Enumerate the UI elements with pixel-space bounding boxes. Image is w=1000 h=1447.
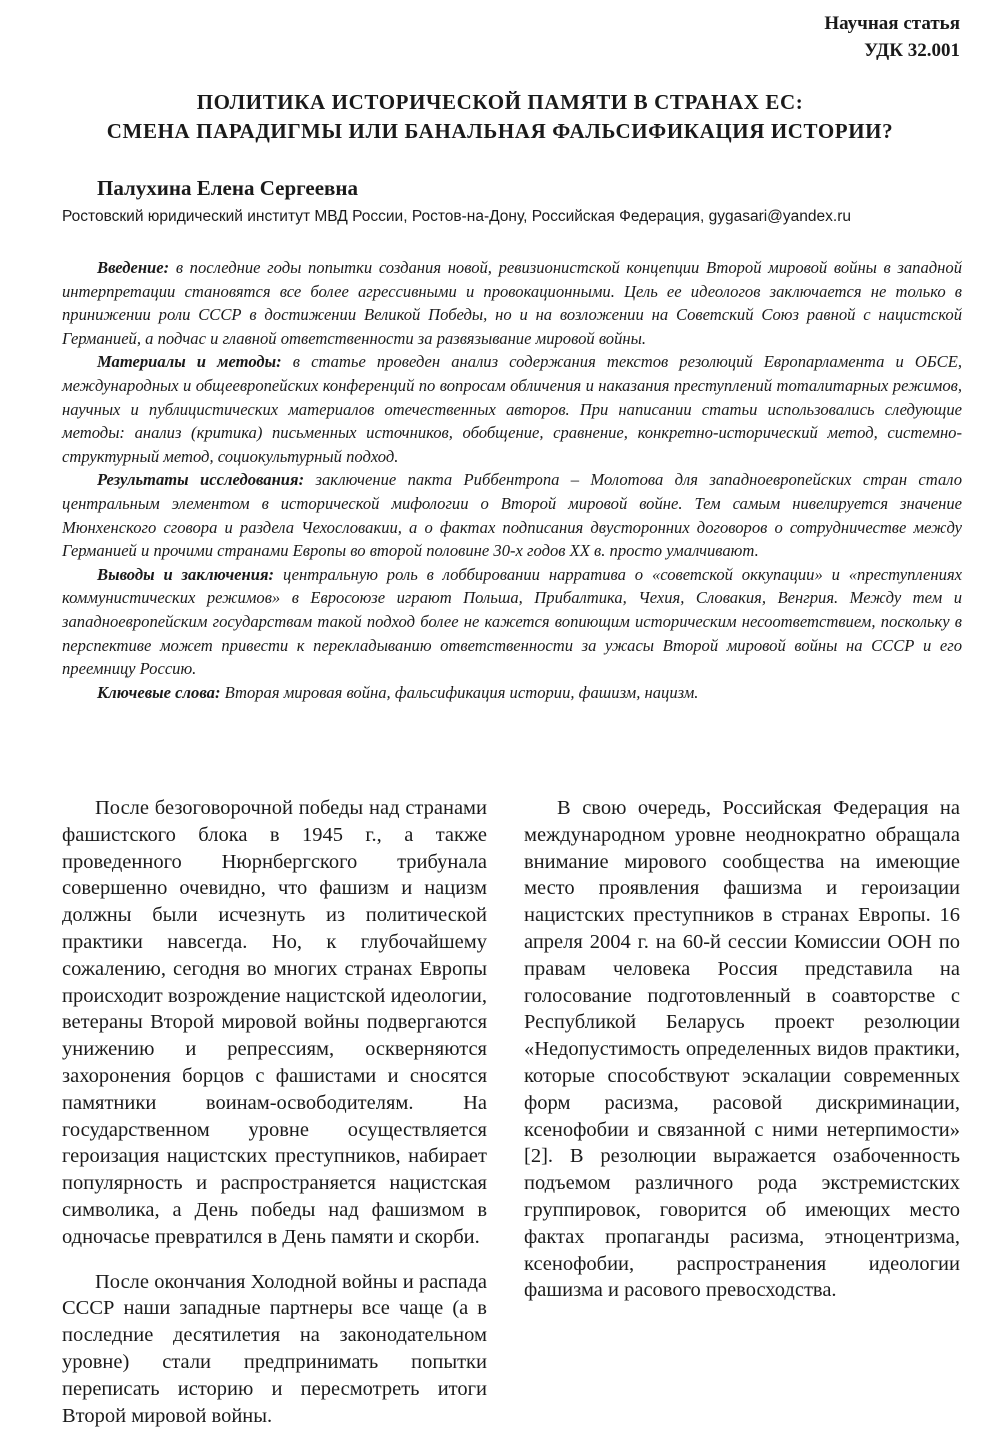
body-paragraph: В свою очередь, Российская Федерация на международном уровне неоднократно обращала внимание мирового сообщества на имеющие место проявления фашизма и героизации нацистских преступников в странах Европы. 16 апреля 2004 г. на 60-й сессии Комиссии ООН по правам человека Россия представила на голосование подготовленный в соавторстве с Республикой Беларусь проект резолюции «Недопустимость определенных видов практики, которые способствуют эскалации современных форм расизма, расовой дискриминации, ксенофобии и связанной с ними нетерпимости» [2]. В резолюции выражается озабоченность подъемом различного рода экстремистских группировок, говорится об имеющих место фактах пропаганды расизма, этноцентризма, ксенофобии, распространения идеологии фашизма и расового превосходства. bbox=[524, 797, 960, 1302]
body-paragraph: После безоговорочной победы над странами фашистского блока в 1945 г., а также проведенного Нюрнбергского трибунала совершенно очевидно, что фашизм и нацизм должны были исчезнуть из политической практики навсегда. Но, к глубочайшему сожалению, сегодня во многих странах Европы происходит возрождение нацистской идеологии, ветераны Второй мировой войны подвергаются унижению и репрессиям, оскверняются захоронения борцов с фашистами и сносятся памятники воинам-освободителям. На государственном уровне осуществляется героизация нацистских преступников, набирает популярность и распространяется нацистская символика, а День победы над фашизмом в одночасье превратился в День памяти и скорби. bbox=[62, 797, 487, 1248]
body-column-left bbox=[62, 795, 487, 1447]
title-line-2: СМЕНА ПАРАДИГМЫ ИЛИ БАНАЛЬНАЯ ФАЛЬСИФИКАЦИЯ ИСТОРИИ? bbox=[106, 119, 894, 143]
abstract-methods bbox=[62, 350, 962, 468]
abstract-keywords bbox=[62, 681, 962, 705]
abstract-introduction bbox=[62, 256, 962, 350]
article-header bbox=[824, 10, 960, 64]
abstract-results bbox=[62, 468, 962, 562]
abstract-results-text: заключение пакта Риббентропа – Молотова для западноевропейских стран стало центральным элементом в исторической мифологии о Второй мировой войне. Тем самым нивелируется значение Мюнхенского сговора и раздела Чехословакии, а о фактах подписания двусторонних договоров о сотрудничестве между Германией и прочими странами Европы во второй половине 30-х годов XX в. просто умалчивают. bbox=[62, 470, 962, 561]
abstract-methods-label: Материалы и методы: bbox=[97, 352, 282, 372]
udk-code: УДК 32.001 bbox=[864, 40, 960, 61]
author-name: Палухина Елена Сергеевна bbox=[97, 176, 358, 200]
article-title bbox=[40, 88, 960, 146]
title-line-1: ПОЛИТИКА ИСТОРИЧЕСКОЙ ПАМЯТИ В СТРАНАХ ЕС: bbox=[196, 90, 804, 114]
abstract-introduction-label: Введение: bbox=[97, 258, 170, 277]
article-type: Научная статья bbox=[824, 13, 960, 34]
abstract-keywords-label: Ключевые слова: bbox=[97, 682, 221, 702]
abstract bbox=[62, 256, 962, 704]
author-affiliation: Ростовский юридический институт МВД России, Ростов-на-Дону, Российская Федерация, gygasari@yandex.ru bbox=[62, 208, 851, 225]
abstract-conclusions bbox=[62, 563, 962, 681]
body-paragraph: После окончания Холодной войны и распада СССР наши западные партнеры все чаще (а в последние десятилетия на законодательном уровне) стали предпринимать попытки переписать историю и пересмотреть итоги Второй мировой войны. bbox=[62, 1270, 487, 1427]
abstract-results-label: Результаты исследования: bbox=[97, 470, 305, 490]
abstract-keywords-text: Вторая мировая война, фальсификация истории, фашизм, нацизм. bbox=[224, 682, 699, 702]
abstract-introduction-text: в последние годы попытки создания новой, ревизионистской концепции Второй мировой войны в западной интерпретации становятся все более агрессивными и провокационными. Цель ее идеологов заключается не только в принижении роли СССР в достижении Великой Победы, но и на возложении на Советский Союз равной с нацистской Германией, а подчас и главной ответственности за развязывание мировой войны. bbox=[62, 258, 962, 348]
abstract-methods-text: в статье проведен анализ содержания текстов резолюций Европарламента и ОБСЕ, международных и общеевропейских конференций по вопросам обличения и наказания преступлений тоталитарных режимов, научных и публицистических материалов отечественных авторов. При написании статьи использовались следующие методы: анализ (критика) письменных источников, обобщение, сравнение, конкретно-исторический метод, системно-структурный метод, социокультурный подход. bbox=[62, 352, 962, 466]
body-column-right bbox=[524, 795, 960, 1322]
abstract-conclusions-text: центральную роль в лоббировании нарратива о «советской оккупации» и «преступлениях коммунистических режимов» в Евросоюзе играют Польша, Прибалтика, Чехия, Словакия, Венгрия. Между тем и западноевропейским государствам такой подход более не кажется вопиющим историческим несоответствием, поскольку в перспективе может привести к перекладыванию ответственности за ужасы Второй мировой войны на СССР и его преемницу Россию. bbox=[62, 564, 963, 679]
abstract-conclusions-label: Выводы и заключения: bbox=[97, 564, 275, 584]
